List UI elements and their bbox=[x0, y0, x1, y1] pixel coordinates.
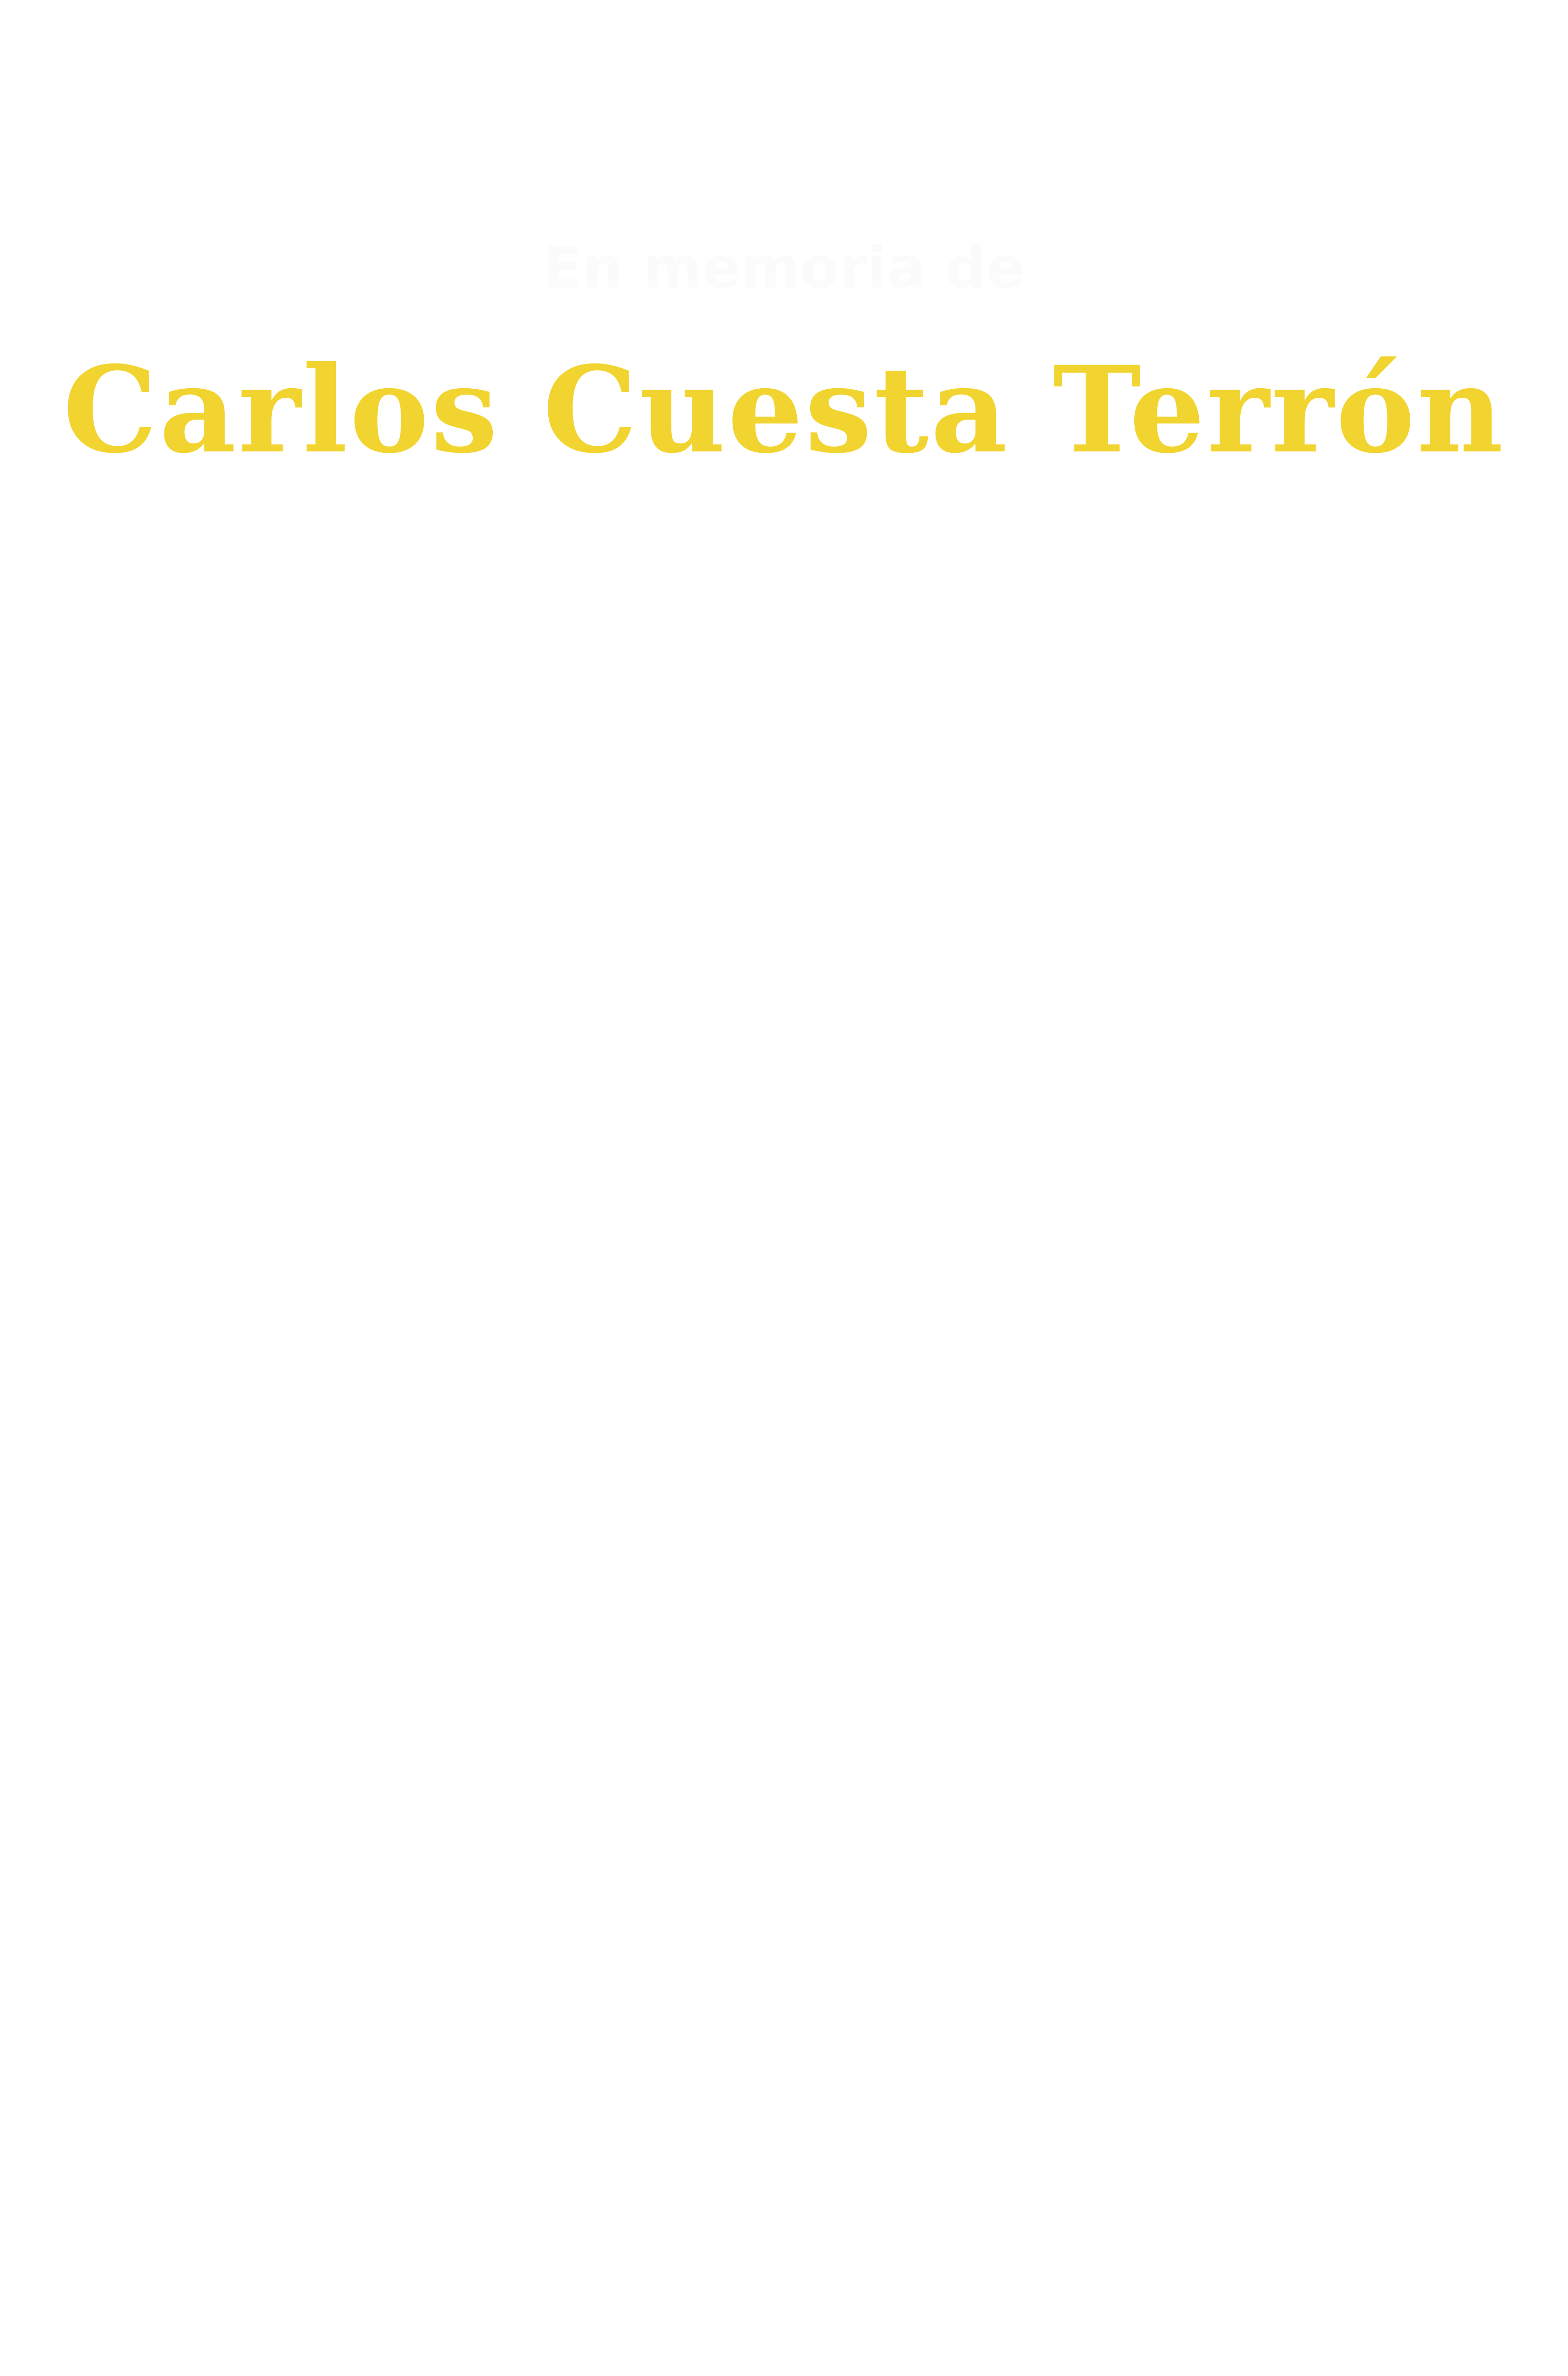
honoree-name: Carlos Cuesta Terrón bbox=[63, 340, 1505, 479]
dedication-label: En memoria de bbox=[543, 235, 1025, 301]
